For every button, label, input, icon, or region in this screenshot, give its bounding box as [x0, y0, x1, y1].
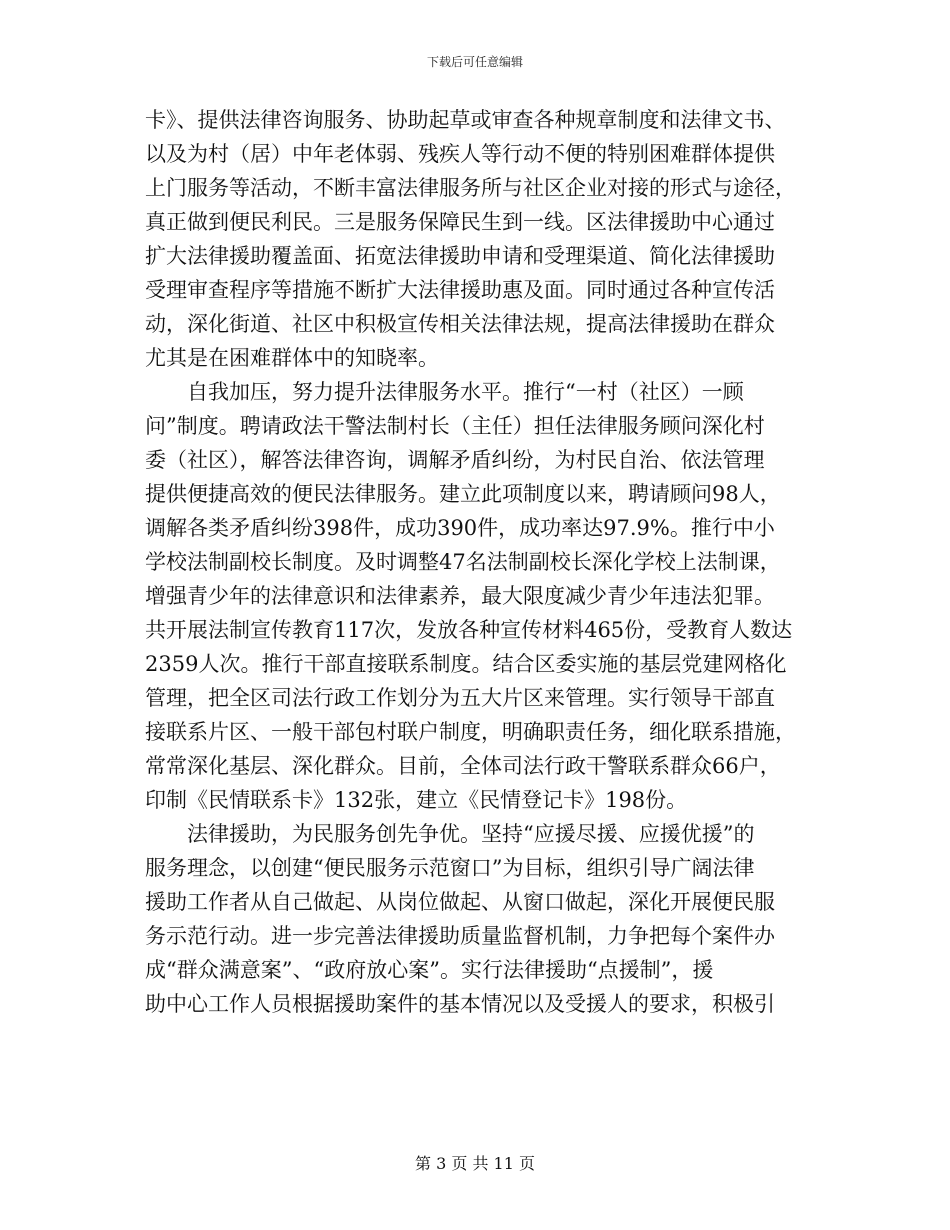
body-line: 常常深化基层、深化群众。目前，全体司法行政干警联系群众66户，	[145, 754, 781, 778]
body-line: 共开展法制宣传教育117次，发放各种宣传材料465份，受教育人数达	[145, 618, 793, 642]
body-line: 委（社区），解答法律咨询，调解矛盾纠纷，为村民自治、依法管理	[145, 448, 765, 472]
body-line: 卡》、提供法律咨询服务、协助起草或审查各种规章制度和法律文书、	[145, 108, 786, 132]
body-line: 助中心工作人员根据援助案件的基本情况以及受援人的要求，积极引	[145, 992, 775, 1016]
body-line: 增强青少年的法律意识和法律素养，最大限度减少青少年违法犯罪。	[145, 584, 775, 608]
page-footer: 第 3 页 共 11 页	[415, 1154, 535, 1173]
body-line: 成“群众满意案”、“政府放心案”。实行法律援助“点援制”，援	[145, 958, 714, 982]
body-line: 务示范行动。进一步完善法律援助质量监督机制，力争把每个案件办	[145, 924, 775, 948]
body-line: 问”制度。聘请政法干警法制村长（主任）担任法律服务顾问深化村	[145, 414, 765, 438]
body-line: 接联系片区、一般干部包村联户制度，明确职责任务，细化联系措施，	[145, 720, 796, 744]
body-line: 以及为村（居）中年老体弱、残疾人等行动不便的特别困难群体提供	[145, 142, 775, 166]
body-line: 尤其是在困难群体中的知晓率。	[145, 346, 439, 370]
body-line: 受理审查程序等措施不断扩大法律援助惠及面。同时通过各种宣传活	[145, 278, 775, 302]
paragraph-first-line: 自我加压，努力提升法律服务水平。推行“一村（社区）一顾	[187, 380, 744, 404]
body-line: 上门服务等活动，不断丰富法律服务所与社区企业对接的形式与途径，	[145, 176, 796, 200]
body-line: 调解各类矛盾纠纷398件，成功390件，成功率达97.9%。推行中小	[145, 516, 775, 540]
body-line: 学校法制副校长制度。及时调整47名法制副校长深化学校上法制课，	[145, 550, 781, 574]
body-line: 提供便捷高效的便民法律服务。建立此项制度以来，聘请顾问98人，	[145, 482, 781, 506]
page-header: 下载后可任意编辑	[426, 55, 523, 69]
body-line: 印制《民情联系卡》132张，建立《民情登记卡》198份。	[145, 788, 688, 812]
body-line: 援助工作者从自己做起、从岗位做起、从窗口做起，深化开展便民服	[145, 890, 775, 914]
body-line: 服务理念，以创建“便民服务示范窗口”为目标，组织引导广阔法律	[145, 856, 755, 880]
body-line: 动，深化街道、社区中积极宣传相关法律法规，提高法律援助在群众	[145, 312, 775, 336]
paragraph-first-line: 法律援助，为民服务创先争优。坚持“应援尽援、应援优援”的	[187, 822, 755, 846]
body-line: 2359人次。推行干部直接联系制度。结合区委实施的基层党建网格化	[145, 652, 787, 676]
body-line: 管理，把全区司法行政工作划分为五大片区来管理。实行领导干部直	[145, 686, 775, 710]
body-line: 真正做到便民利民。三是服务保障民生到一线。区法律援助中心通过	[145, 210, 775, 234]
body-line: 扩大法律援助覆盖面、拓宽法律援助申请和受理渠道、简化法律援助	[145, 244, 775, 268]
